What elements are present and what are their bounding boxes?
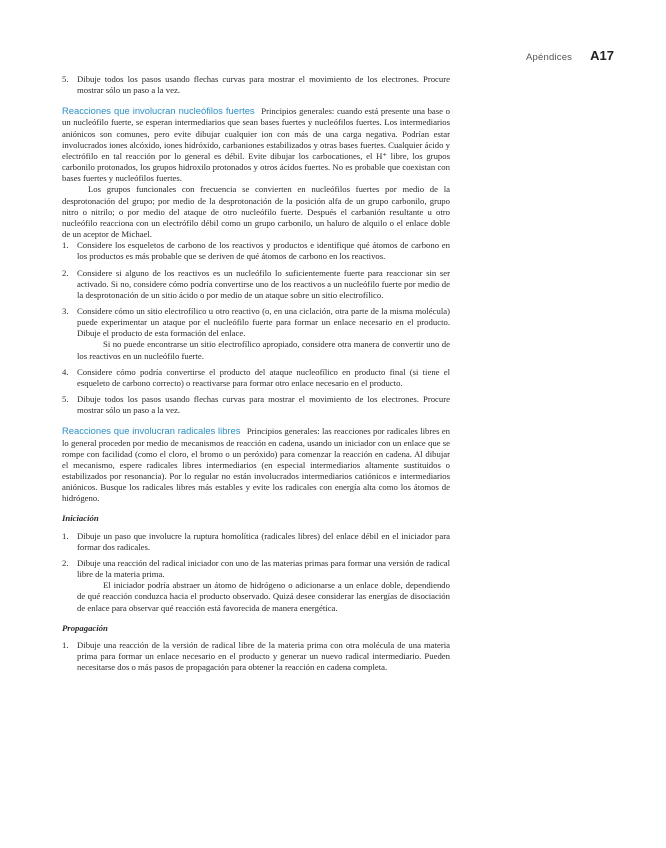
step-number: 5. <box>62 74 69 84</box>
running-head <box>526 48 614 63</box>
section-free-radicals <box>62 425 450 673</box>
step-number: 2. <box>62 557 69 568</box>
step-number: 2. <box>62 267 69 278</box>
step-text: Dibuje un paso que involucre la ruptura homolítica (radicales libres) del enlace débil en el iniciador para formar dos radicales. <box>77 530 450 552</box>
nucleophile-step-list <box>62 240 450 416</box>
list-item <box>62 367 450 389</box>
section-intro-text: Principios generales: cuando está presente una base o un nucleófilo fuerte, se esperan intermediarios que sean bases fuertes y nucleófilos fuertes. Los intermediarios aniónicos son comunes, pero evite dibujar cualquier ion con más de una carga negativa. Podrían estar involucrados iones alcóxido, iones hidróxido, carbaniones estabilizados y otras bases fuertes. Cualquier ácido y electrófilo en tal reacción por lo general es débil. Evite dibujar los carbocationes, el H⁺ libre, los grupos carbonilo protonados, los grupos hidroxilo protonados y otros ácidos fuertes. No es probable que coexistan con bases fuertes y nucleófilos fuertes. <box>62 106 450 184</box>
list-item <box>62 394 450 416</box>
page-number: A17 <box>590 48 614 63</box>
step-number: 5. <box>62 394 69 405</box>
section-paragraph: Los grupos funcionales con frecuencia se convierten en nucleófilos fuertes por medio de la desprotonación del grupo; por medio de la desprotonación de la posición alfa de un grupo carbonilo, grupo nitro o nitrilo; o por medio del ataque de otro nucleófilo fuerte. Después el carbanión resultante u otro nucleófilo reacciona con un electrófilo débil como un grupo carbonilo, un haluro de alquilo o el enlace doble de un aceptor de Michael. <box>62 184 450 240</box>
step-number: 3. <box>62 305 69 316</box>
section-heading: Reacciones que involucran nucleófilos fuertes <box>62 105 255 117</box>
list-item <box>62 306 450 362</box>
step-text: Considere si alguno de los reactivos es un nucleófilo lo suficientemente fuerte para reaccionar sin ser activado. Si no, considere cómo podría convertirse uno de los reactivos a un nucleófilo fuerte por medio de la desprotonación de un sitio ácido o por medio de un ataque sobre un sitio electrofílico. <box>77 267 450 300</box>
list-item <box>62 531 450 553</box>
step-text: Considere los esqueletos de carbono de los reactivos y productos e identifique qué átomos de carbono en los productos es más probable que se deriven de qué átomos de carbono en los reactivos. <box>77 240 450 262</box>
list-item <box>62 558 450 614</box>
section-intro <box>62 425 450 504</box>
section-strong-nucleophiles <box>62 105 450 416</box>
propagation-step-list <box>62 640 450 673</box>
list-item <box>62 268 450 301</box>
list-item <box>62 74 450 96</box>
step-text: Dibuje todos los pasos usando flechas curvas para mostrar el movimiento de los electrones. Procure mostrar sólo un paso a la vez. <box>77 74 450 96</box>
step-number: 1. <box>62 240 69 251</box>
step-text: Dibuje una reacción del radical iniciador con uno de las materias primas para formar una versión de radical libre de la materia prima. <box>77 557 450 580</box>
top-step-list <box>62 74 450 96</box>
step-number: 1. <box>62 530 69 541</box>
step-continuation: Si no puede encontrarse un sitio electrofílico apropiado, considere otra manera de convertir uno de los reactivos en un nucleófilo fuerte. <box>77 339 450 361</box>
initiation-step-list <box>62 531 450 614</box>
list-item <box>62 240 450 262</box>
step-text: Dibuje todos los pasos usando flechas curvas para mostrar el movimiento de los electrones. Procure mostrar sólo un paso a la vez. <box>77 394 450 416</box>
step-number: 4. <box>62 366 69 377</box>
subsection-title-initiation: Iniciación <box>62 513 99 524</box>
running-head-label: Apéndices <box>525 52 573 63</box>
section-intro <box>62 105 450 184</box>
list-item <box>62 640 450 673</box>
section-intro-text: Principios generales: las reacciones por radicales libres en lo general proceden por medio de mecanismos de reacción en cadena, usando un iniciador con un enlace que se rompe con facilidad (como el cloro, el bromo o un peróxido) para comenzar la reacción en cadena. Al dibujar el mecanismo, espere radicales libres intermediarios (en especial intermediarios altamente sustituidos o estabilizados por resonancia). Por lo regular no están involucrados intermediarios catiónicos e intermediarios aniónicos. Busque los radicales libres más estables y evite los radicales con energía alta como los átomos de hidrógeno. <box>62 426 451 504</box>
step-text: Considere cómo un sitio electrofílico u otro reactivo (o, en una ciclación, otra parte de la misma molécula) puede experimentar un ataque por el nucleófilo fuerte para formar un enlace necesario en el producto. Dibuje el producto de esta formación del enlace. <box>77 305 450 339</box>
step-text: Dibuje una reacción de la versión de radical libre de la materia prima con otra molécula de una materia prima para formar un enlace necesario en el producto y generar un nuevo radical intermediario. Pueden necesitarse dos o más pasos de propagación para obtener la reacción en cadena completa. <box>77 639 450 673</box>
step-text: Considere cómo podría convertirse el producto del ataque nucleofílico en producto final (si tiene el esqueleto de carbono correcto) o reactivarse para formar otro enlace necesario en el producto. <box>77 366 450 388</box>
step-number: 1. <box>62 639 69 650</box>
subsection-title-propagation: Propagación <box>62 622 108 633</box>
step-note: El iniciador podría abstraer un átomo de hidrógeno o adicionarse a un enlace doble, dependiendo de qué reacción conduzca hacia el producto observado. Quizá desee considerar las energías de disociación de enlace para observar qué reacción está favorecida de manera energética. <box>77 580 450 613</box>
page-body <box>62 74 450 678</box>
section-heading: Reacciones que involucran radicales libres <box>62 425 241 437</box>
